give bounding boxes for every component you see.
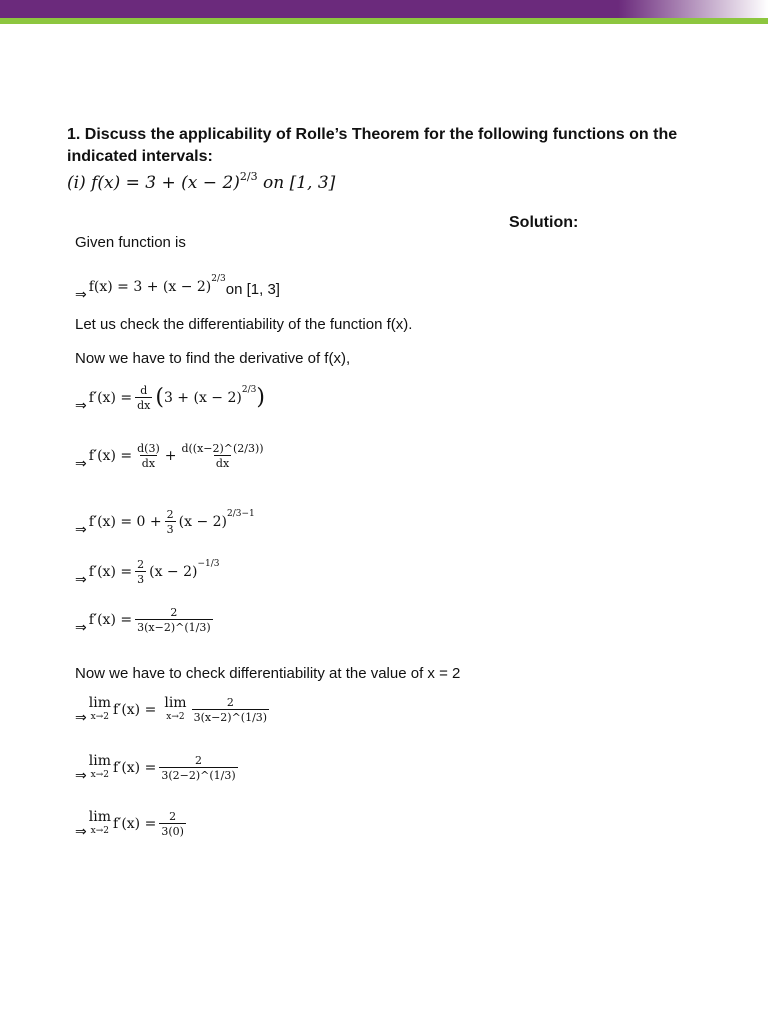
- equation-6: ⇒ f′(x) = $\frac{2}{3(x-2)\^{}(1/3)}$: [75, 606, 211, 636]
- equation-3: ⇒ f′(x) = $\frac{d(3)}{dx}$ + $\frac{d((x-2)\^{}(2/3))}{dx}$: [75, 442, 264, 472]
- question-title: [67, 124, 677, 168]
- question-title-line1: 1. Discuss the applicability of Rolle’s Theorem for the following functions on the: [67, 126, 678, 143]
- question-title-line2: indicated intervals:: [67, 148, 213, 165]
- question-part-i: (i) $f(x) = 3 + (x - 2)^{2/3}$ on [1, 3]: [67, 170, 336, 193]
- solution-label: Solution:: [509, 214, 579, 231]
- equation-9: ⇒ lim x→2 f′(x) = $\frac{2}{3(0)}$: [75, 809, 184, 840]
- equation-2: ⇒ f′(x) = $\frac{d}{dx}$ ( 3 + (x − 2) 2/3 ): [75, 384, 265, 414]
- differentiability-text: Let us check the differentiability of the function f(x).: [75, 316, 413, 333]
- equation-7: ⇒ lim x→2 f′(x) = lim x→2 $\frac{2}{3(x-2)\^{}(1/3)}$: [75, 695, 268, 726]
- check-at-text: Now we have to check differentiability at the value of x = 2: [75, 665, 461, 682]
- equation-8: ⇒ lim x→2 f′(x) = $\frac{2}{3(2-2)\^{}(1/3)}$: [75, 753, 236, 784]
- equation-4: ⇒ f′(x) = 0 + $\frac{2}{3}$ (x − 2) 2/3−1: [75, 508, 255, 538]
- equation-5: ⇒ f′(x) = $\frac{2}{3}$ (x − 2) −1/3: [75, 558, 220, 588]
- derivative-text: Now we have to find the derivative of f(x),: [75, 350, 351, 367]
- given-text: Given function is: [75, 234, 186, 251]
- equation-1: ⇒ f(x) = 3 + (x − 2) 2/3 on [1, 3]: [75, 273, 280, 303]
- header-band-green: [0, 18, 768, 24]
- header-band-purple: [0, 0, 768, 20]
